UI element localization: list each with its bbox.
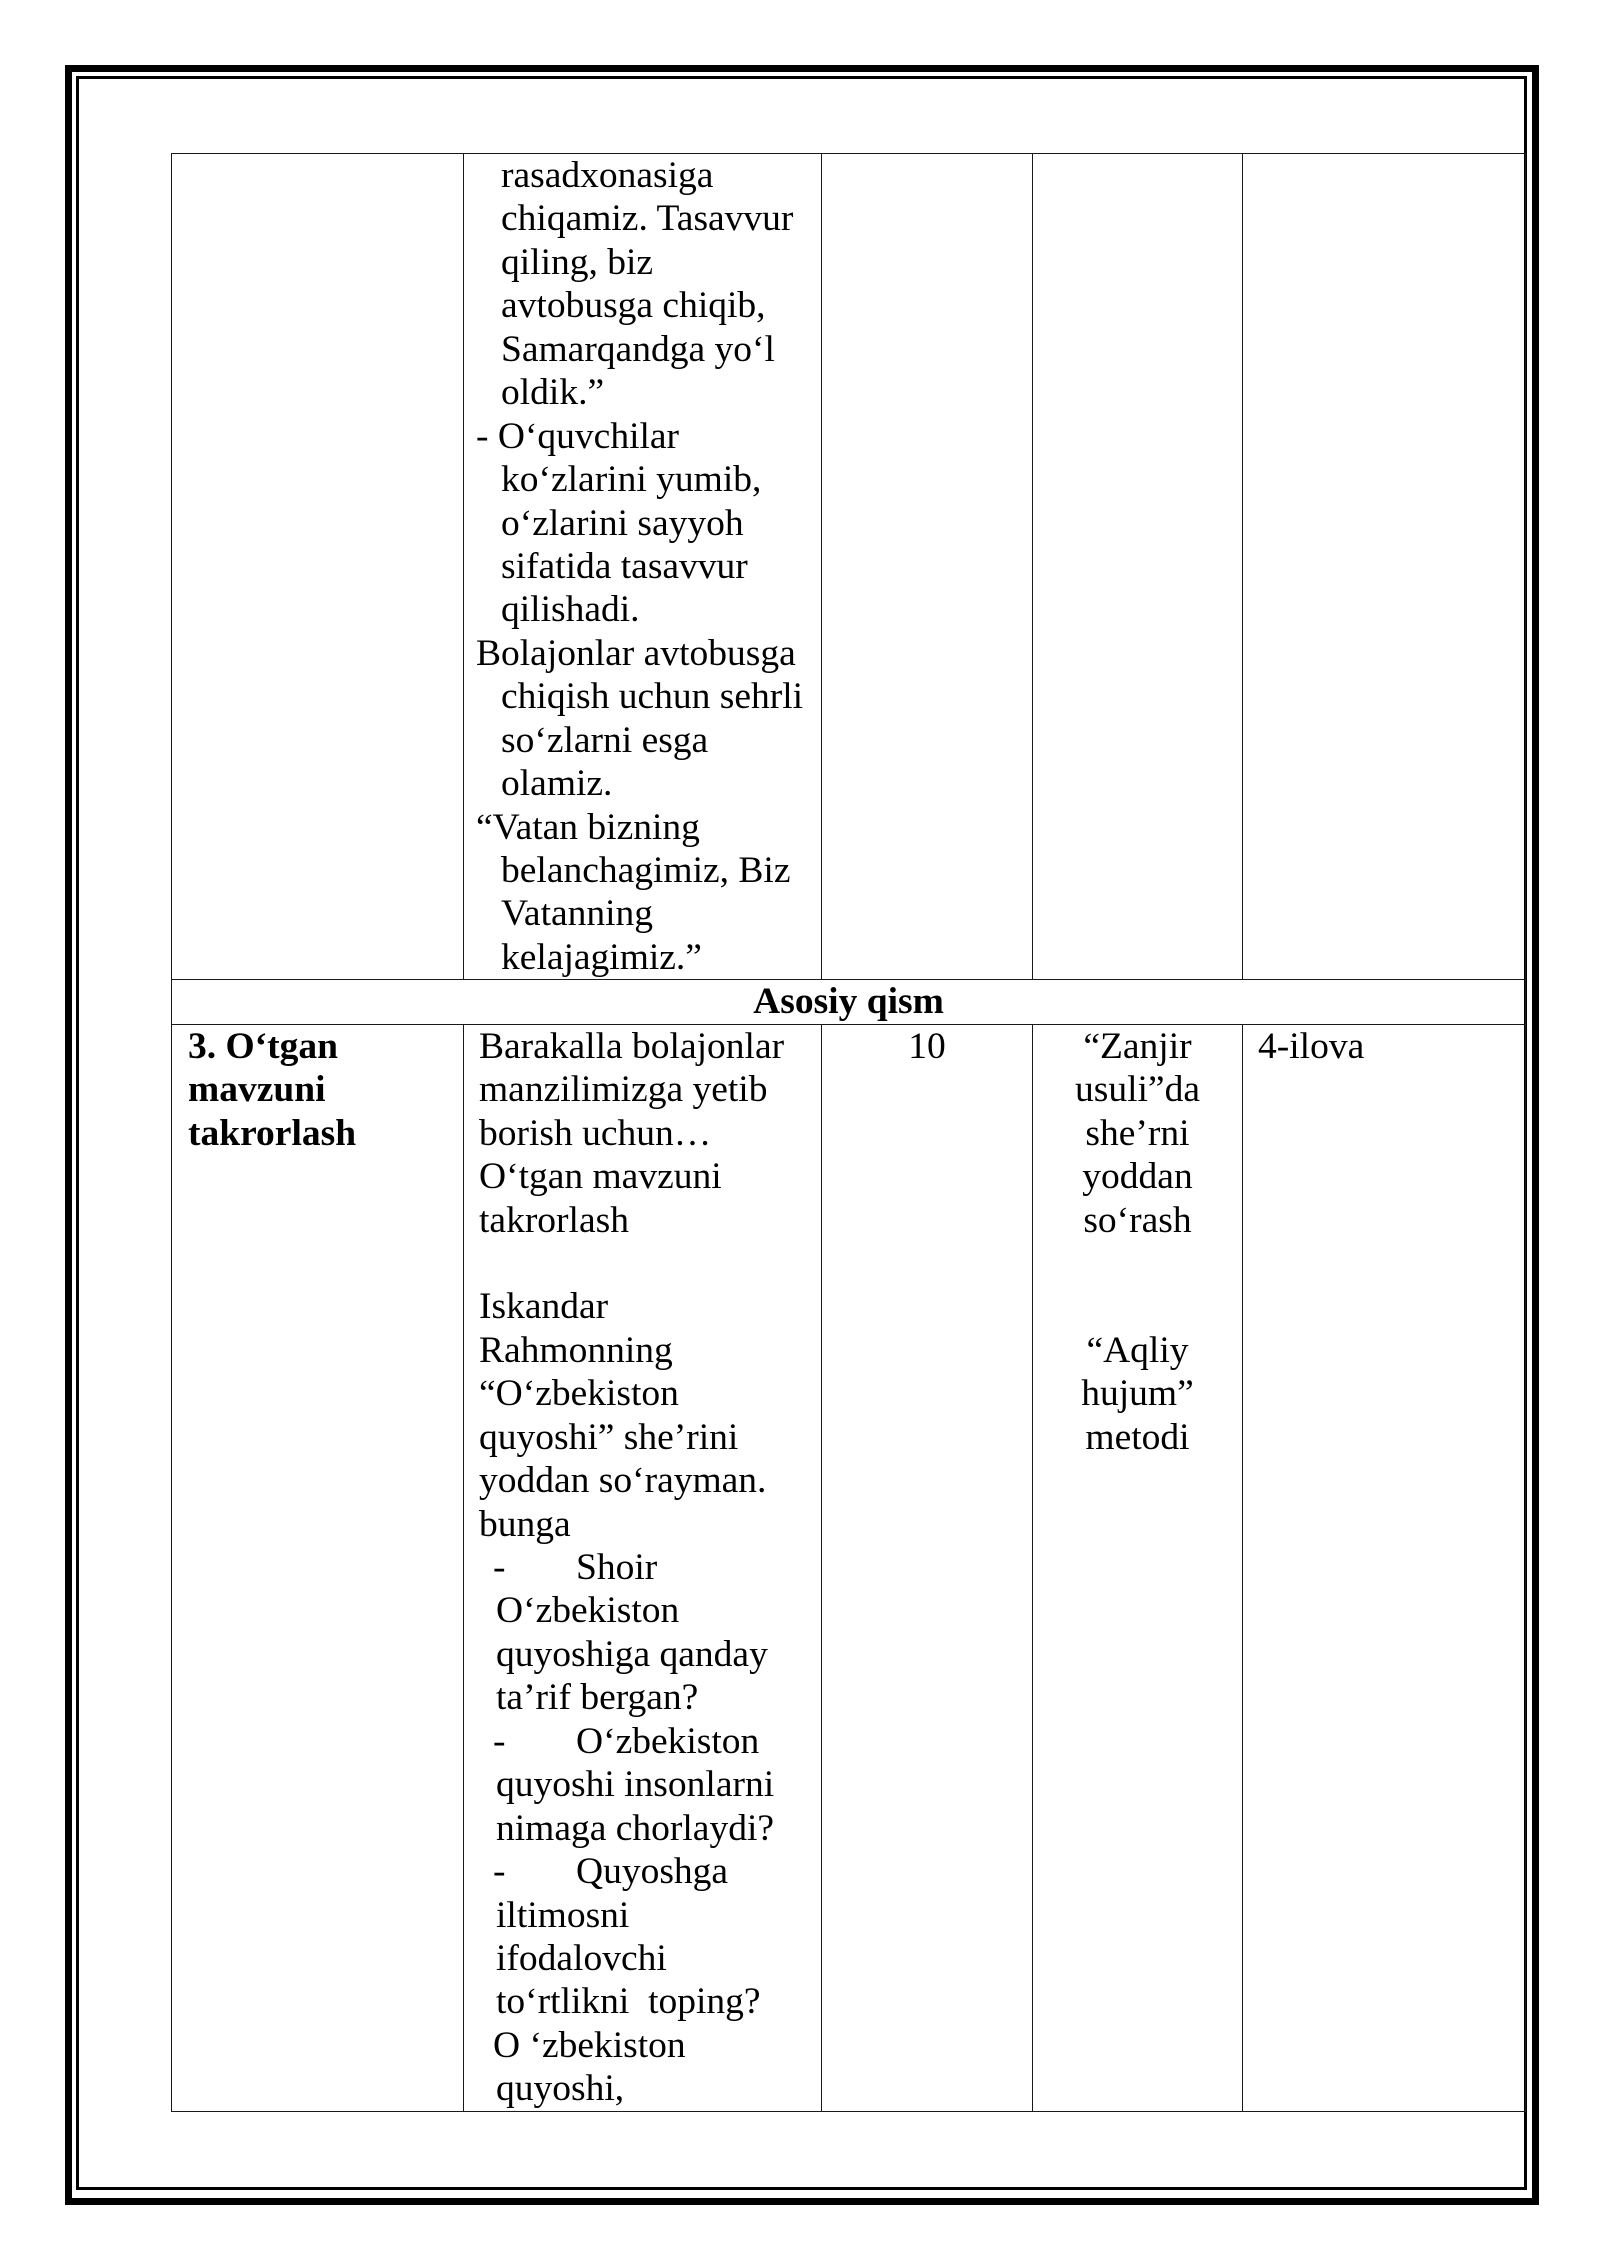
activity-intro bbox=[464, 1025, 821, 1242]
question-item bbox=[464, 1850, 821, 2024]
text-line: qilishadi. bbox=[501, 589, 640, 631]
method-cell bbox=[1033, 1024, 1243, 2111]
section-header-cell bbox=[172, 980, 1526, 1024]
text-line: Samarqandga yo‘l bbox=[501, 328, 775, 370]
stage-title bbox=[172, 1025, 463, 1155]
activity-task bbox=[464, 1285, 821, 1546]
activity-cell bbox=[464, 154, 822, 980]
continued-paragraph bbox=[464, 154, 821, 415]
text-line: bunga bbox=[479, 1503, 571, 1545]
text-line: manzilimizga yetib bbox=[479, 1069, 768, 1111]
paragraph bbox=[464, 806, 821, 980]
question-first-line bbox=[464, 1546, 821, 1589]
stage-line: mavzuni bbox=[188, 1069, 326, 1111]
resource-value: 4-ilova bbox=[1258, 1025, 1365, 1067]
text-line: - O‘quvchilar bbox=[476, 415, 680, 457]
stage-line: takrorlash bbox=[188, 1112, 357, 1154]
text-line: avtobusga chiqib, bbox=[501, 285, 766, 327]
text-line: chiqamiz. Tasavvur bbox=[501, 198, 794, 240]
text-line: O‘tgan mavzuni bbox=[479, 1156, 722, 1198]
method-line: hujum” bbox=[1081, 1373, 1194, 1415]
question-item bbox=[464, 1720, 821, 1850]
time-cell bbox=[822, 1024, 1033, 2111]
activity-closing bbox=[464, 2024, 821, 2111]
text-line: “Vatan bizning bbox=[476, 806, 700, 848]
text-line: quyoshi” she’rini bbox=[479, 1416, 739, 1458]
text-line: Bolajonlar avtobusga bbox=[476, 632, 796, 674]
method-group bbox=[1033, 1025, 1242, 1242]
text-line: quyoshi, bbox=[496, 2068, 625, 2110]
stage-cell bbox=[172, 1024, 464, 2111]
method-group bbox=[1033, 1329, 1242, 1459]
question-continuation bbox=[464, 1763, 821, 1850]
text-line: to‘rtlikni toping? bbox=[496, 1981, 761, 2023]
text-line: borish uchun… bbox=[479, 1112, 712, 1154]
text-line: o‘zlarini sayyoh bbox=[501, 502, 744, 544]
text-line: O ‘zbekiston bbox=[493, 2024, 686, 2066]
question-continuation bbox=[464, 1894, 821, 2024]
question-text: Quyoshga bbox=[576, 1851, 729, 1893]
text-line: nimaga chorlaydi? bbox=[496, 1807, 775, 1849]
question-text: O‘zbekiston bbox=[576, 1720, 760, 1762]
text-line: Vatanning bbox=[501, 893, 654, 935]
question-item bbox=[464, 1546, 821, 1720]
question-text: Shoir bbox=[576, 1547, 658, 1588]
method-line: yoddan bbox=[1082, 1156, 1193, 1198]
text-line: chiqish uchun sehrli bbox=[501, 676, 804, 718]
resource-cell bbox=[1243, 1024, 1526, 2111]
text-line: yoddan so‘rayman. bbox=[479, 1460, 767, 1502]
text-line: oldik.” bbox=[501, 372, 605, 414]
activity-cell bbox=[464, 1024, 822, 2111]
stage-line: 3. O‘tgan bbox=[188, 1025, 338, 1067]
question-first-line bbox=[464, 1720, 821, 1763]
lesson-plan-table bbox=[171, 153, 1526, 2112]
text-line: Iskandar bbox=[479, 1286, 609, 1328]
text-line: so‘zlarni esga bbox=[501, 719, 709, 761]
method-cell bbox=[1033, 154, 1243, 980]
resource-cell bbox=[1243, 154, 1526, 980]
text-line: olamiz. bbox=[501, 763, 613, 805]
paragraph bbox=[464, 415, 821, 632]
text-line: rasadxonasiga bbox=[501, 155, 714, 196]
section-title: Asosiy qism bbox=[753, 981, 944, 1023]
section-header-row bbox=[172, 980, 1526, 1024]
text-line: Rahmonning bbox=[479, 1329, 673, 1371]
text-line: qiling, biz bbox=[501, 241, 654, 283]
question-first-line bbox=[464, 1850, 821, 1893]
method-line: usuli”da bbox=[1075, 1069, 1200, 1111]
method-line: “Zanjir bbox=[1083, 1025, 1192, 1067]
method-line: so‘rash bbox=[1083, 1199, 1192, 1241]
method-line: she’rni bbox=[1085, 1112, 1190, 1154]
text-line: Barakalla bolajonlar bbox=[479, 1025, 785, 1067]
method-line: metodi bbox=[1085, 1416, 1190, 1458]
text-line: sifatida tasavvur bbox=[501, 545, 748, 587]
time-cell bbox=[822, 154, 1033, 980]
text-line: iltimosni bbox=[496, 1894, 630, 1936]
text-line: takrorlash bbox=[479, 1199, 629, 1241]
text-line: ifodalovchi bbox=[496, 1937, 667, 1979]
text-line: quyoshi insonlarni bbox=[496, 1764, 775, 1806]
text-line: “O‘zbekiston bbox=[479, 1373, 679, 1415]
text-line: quyoshiga qanday bbox=[496, 1633, 768, 1675]
text-line: belanchagimiz, Biz bbox=[501, 850, 791, 891]
question-continuation bbox=[464, 1589, 821, 1719]
text-line: kelajagimiz.” bbox=[501, 936, 702, 978]
bullet: - bbox=[493, 1851, 506, 1893]
bullet: - bbox=[493, 1547, 506, 1588]
paragraph bbox=[464, 632, 821, 806]
stage-cell bbox=[172, 154, 464, 980]
bullet: - bbox=[493, 1720, 506, 1762]
table-row-continuation bbox=[172, 154, 1526, 980]
time-value: 10 bbox=[908, 1025, 946, 1067]
text-line: ko‘zlarini yumib, bbox=[501, 459, 762, 501]
text-line: O‘zbekiston bbox=[496, 1590, 680, 1632]
method-line: “Aqliy bbox=[1086, 1329, 1189, 1371]
text-line: ta’rif bergan? bbox=[496, 1677, 699, 1719]
table-row-main bbox=[172, 1024, 1526, 2111]
